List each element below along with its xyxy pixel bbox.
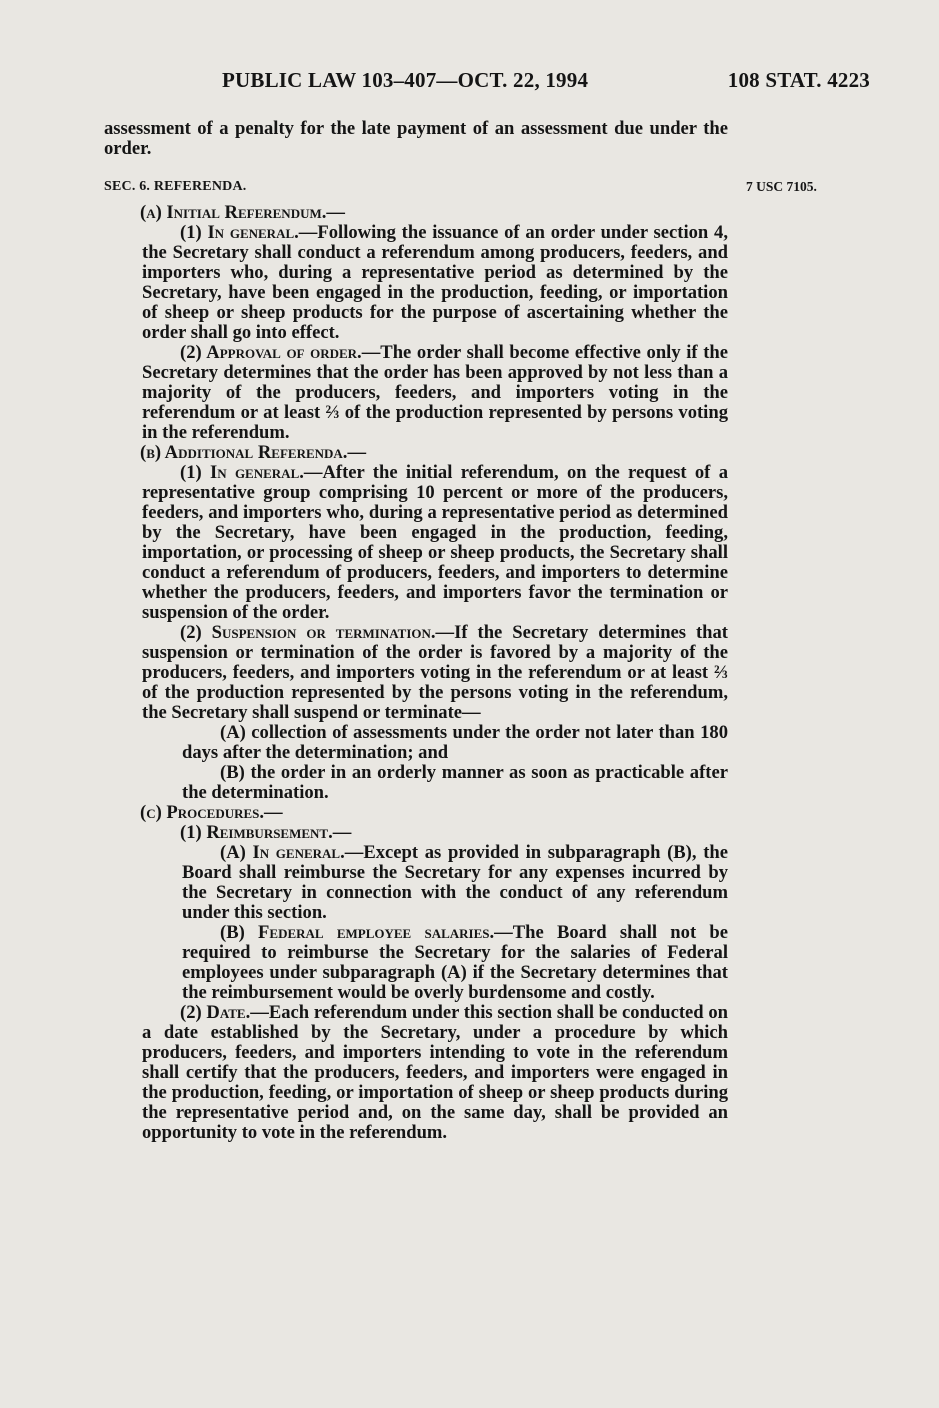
subparagraph-c1b-text: —The Board shall not be required to reimburse the Secretary for the salaries of Federal employees under subparagraph (A) if the Secretary determines that the reimbursement would be overly burdensome and costly.: [182, 922, 728, 1003]
paragraph-c1-heading: [104, 823, 728, 843]
paragraph-c2-label: (2) Date.: [180, 1002, 251, 1023]
paragraph-c2-text: —Each referendum under this section shall be conducted on a date established by the Secretary, under a procedure by which producers, feeders, and importers intending to vote in the referendum shall certify that the producers, feeders, and importers were engaged in the production, feeding, or importation of sheep or sheep products during the representative period and, on the same day, shall be provided an opportunity to vote in the referendum.: [142, 1002, 728, 1143]
paragraph-a1-label: (1) In general.: [180, 222, 299, 243]
subparagraph-c1b-label: (B) Federal employee salaries.: [220, 922, 495, 943]
paragraph-a2: [104, 343, 728, 443]
paragraph-c2: [104, 1003, 728, 1143]
margin-note-usc: 7 USC 7105.: [746, 179, 817, 194]
subparagraph-c1b: [104, 923, 728, 1003]
continuation-paragraph: assessment of a penalty for the late payment of an assessment due under the order.: [104, 118, 728, 159]
document-body: [104, 119, 728, 1143]
paragraph-a2-text: —The order shall become effective only if the Secretary determines that the order has been approved by not less than a majority of the producers, feeders, and importers voting in the referendum or at least ⅔ of the production represented by persons voting in the referendum.: [142, 342, 728, 443]
subsection-b-heading: [104, 443, 728, 463]
subparagraph-c1a: [104, 843, 728, 923]
subparagraph-c1a-label: (A) In general.: [220, 842, 345, 863]
paragraph-b2: [104, 623, 728, 723]
paragraph-b1: [104, 463, 728, 623]
subparagraph-c1a-text: —Except as provided in subparagraph (B), the Board shall reimburse the Secretary for any expenses incurred by the Secretary in connection with the conduct of any referendum under this section.: [182, 842, 728, 923]
paragraph-a2-label: (2) Approval of order.: [180, 342, 362, 363]
subsection-a-heading-text: (a) Initial Referendum.—: [140, 202, 345, 223]
paragraph-a1: [104, 223, 728, 343]
header-law-citation: PUBLIC LAW 103–407—OCT. 22, 1994: [222, 68, 589, 92]
paragraph-b1-text: —After the initial referendum, on the request of a representative group comprising 10 percent or more of the producers, feeders, and importers who, during a representative period as determined by the Secretary, have been engaged in the production, feeding, importation, or processing of sheep or sheep products, the Secretary shall conduct a referendum of producers, feeders, and importers to determine whether the producers, feeders, and importers favor the termination or suspension of the order.: [142, 462, 728, 623]
subparagraph-b2a: (A) collection of assessments under the order not later than 180 days after the determination; and: [182, 722, 728, 763]
paragraph-b2-label: (2) Suspension or termination.: [180, 622, 436, 643]
section-heading: SEC. 6. REFERENDA.: [104, 179, 247, 194]
subsection-a-heading: [104, 203, 728, 223]
paragraph-a1-text: —Following the issuance of an order under section 4, the Secretary shall conduct a referendum among producers, feeders, and importers who, during a representative period as determined by the Secretary, have been engaged in the production, feeding, or importation of sheep or sheep products for the purpose of ascertaining whether the order shall go into effect.: [142, 222, 728, 343]
subsection-b-heading-text: (b) Additional Referenda.—: [140, 442, 367, 463]
paragraph-b2-text: —If the Secretary determines that suspension or termination of the order is favored by a majority of the producers, feeders, and importers voting in the referendum or at least ⅔ of the production represented by the persons voting in the referendum, the Secretary shall suspend or terminate—: [142, 622, 728, 723]
subsection-c-heading-text: (c) Procedures.—: [140, 802, 283, 823]
paragraph-b1-label: (1) In general.: [180, 462, 304, 483]
header-stat-page: 108 STAT. 4223: [727, 68, 870, 92]
subparagraph-b2b: (B) the order in an orderly manner as soon as practicable after the determination.: [182, 762, 728, 803]
paragraph-c1-heading-text: (1) Reimbursement.—: [180, 822, 352, 843]
subsection-c-heading: [104, 803, 728, 823]
